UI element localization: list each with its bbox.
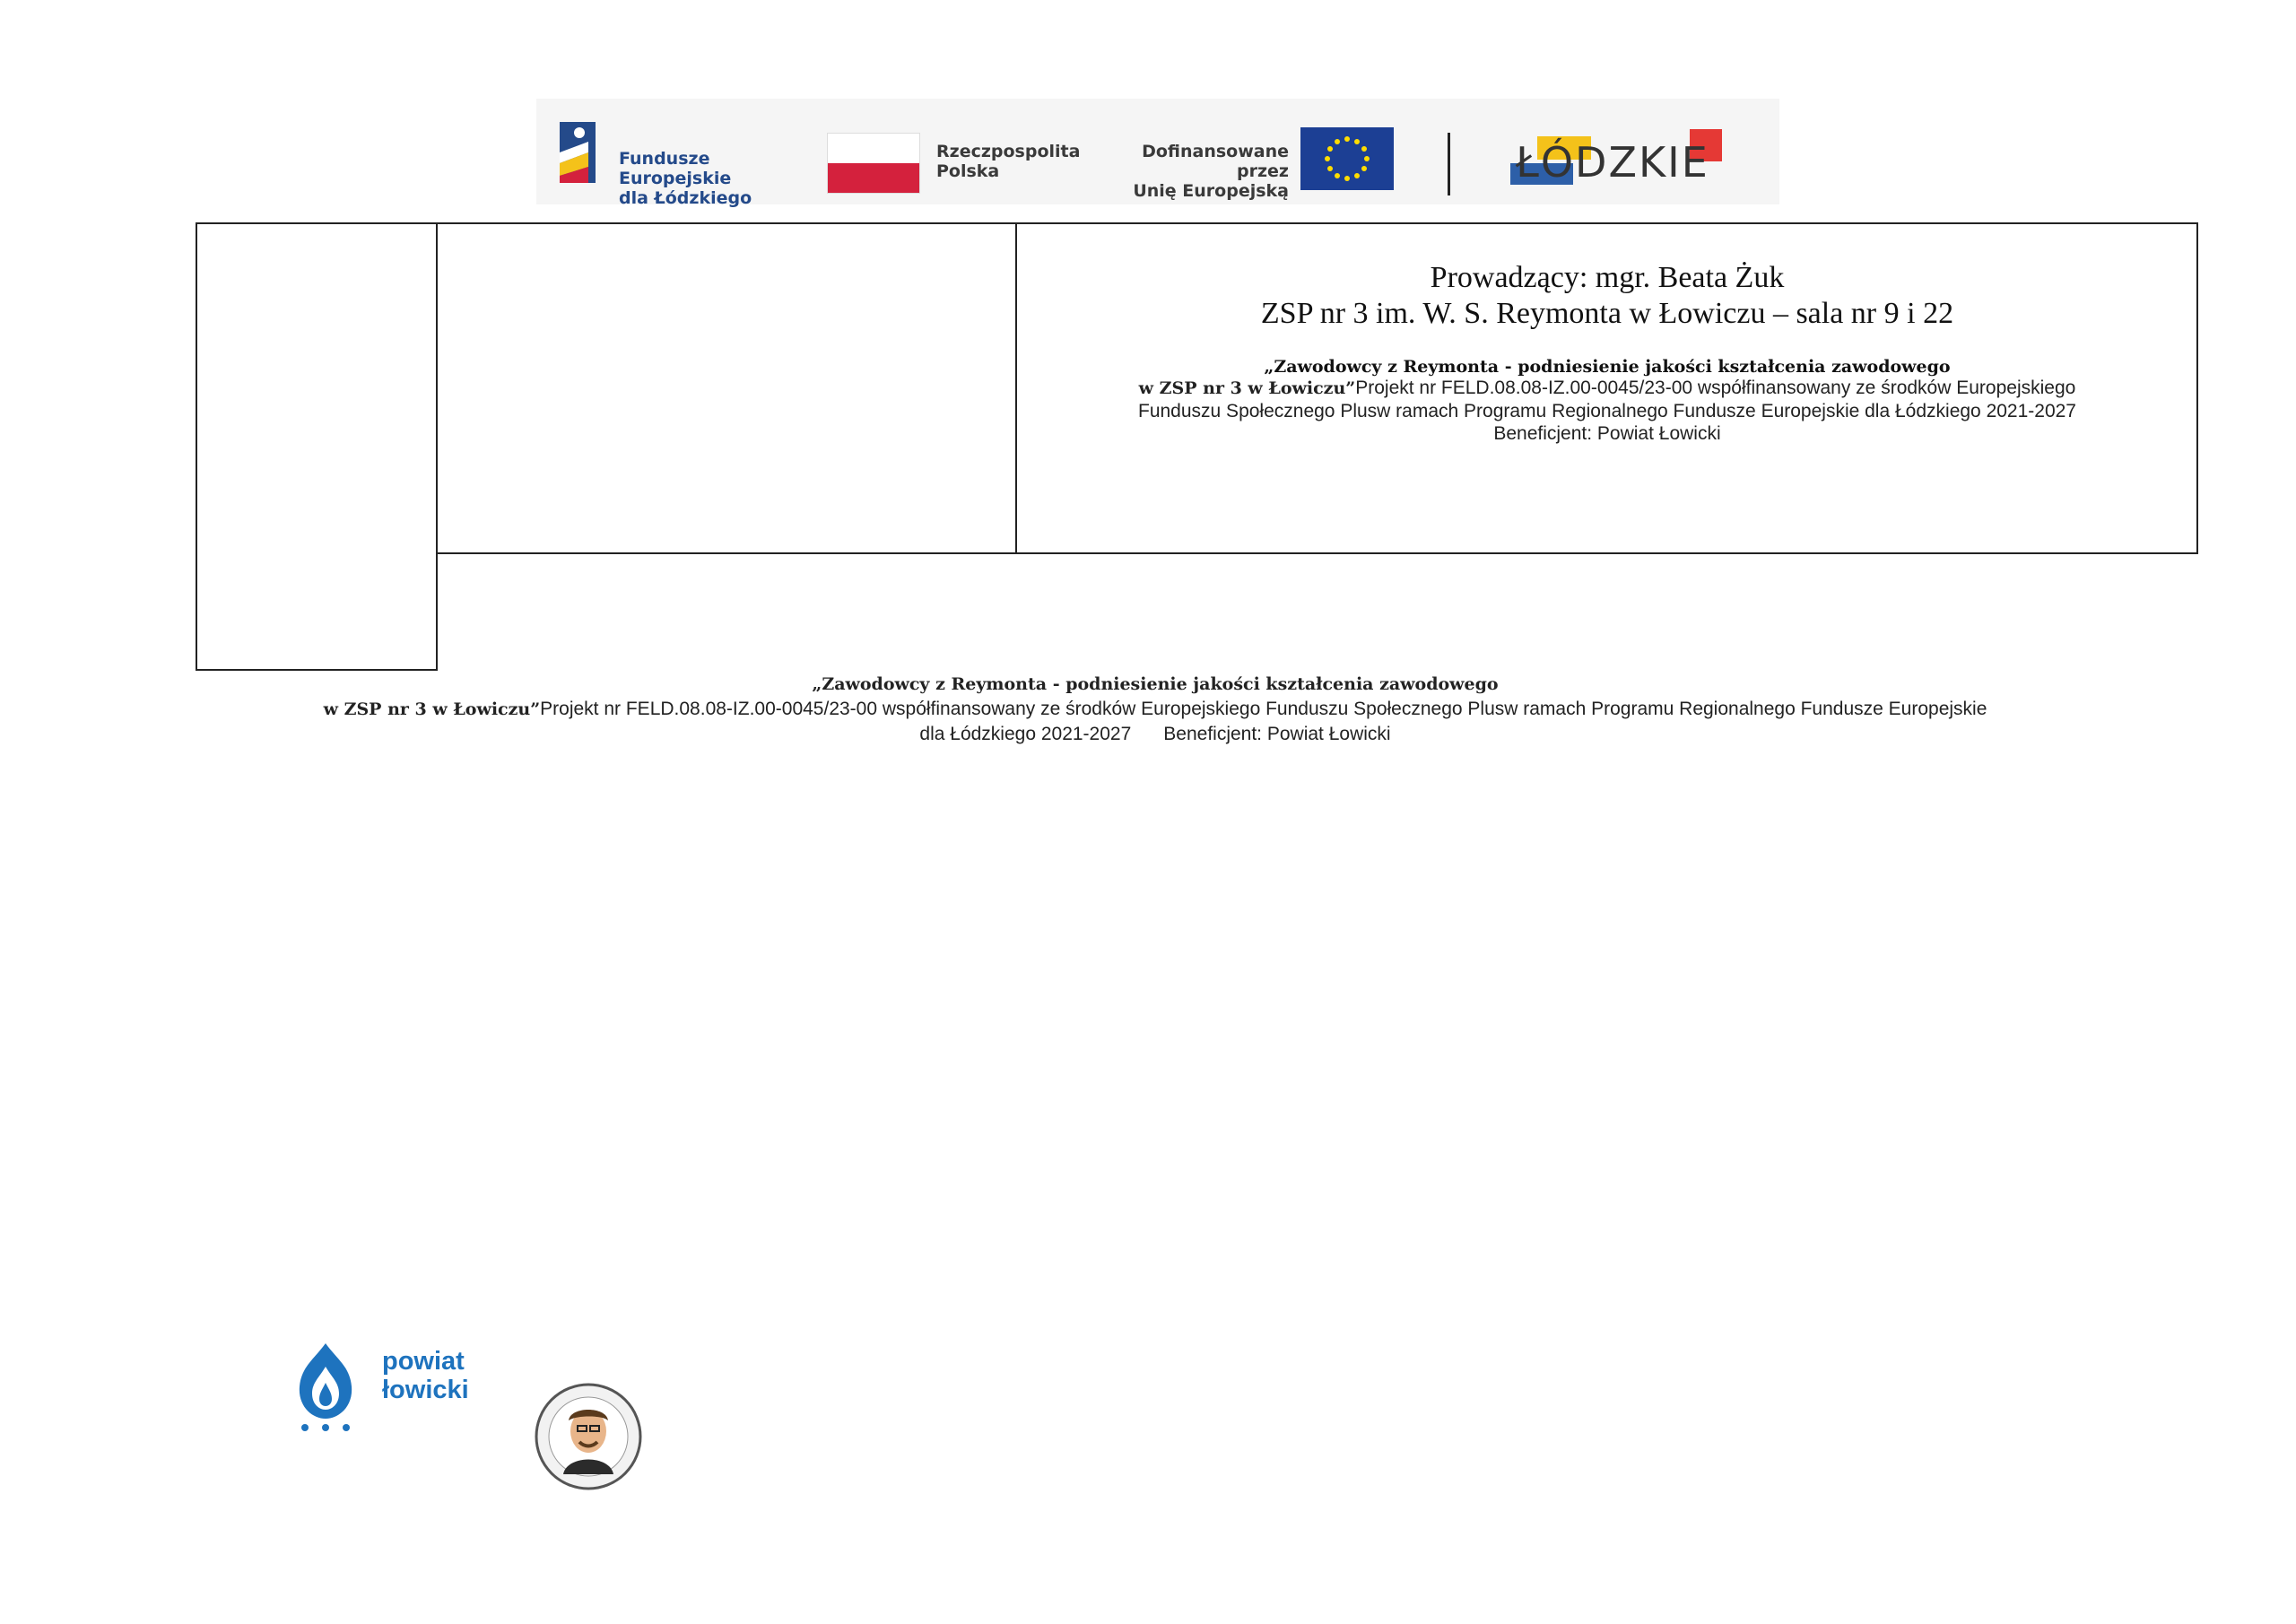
lodzkie-text: ŁÓDZKIE <box>1516 138 1709 187</box>
table-border-top <box>196 222 2198 224</box>
footer-desc-2: dla Łódzkiego 2021-2027 <box>919 724 1132 744</box>
powiat-lowicki-logo <box>292 1340 469 1437</box>
polish-flag-icon <box>827 133 920 194</box>
reymont-portrait-icon <box>533 1381 644 1492</box>
eu-flag-icon <box>1300 127 1394 190</box>
project-beneficiary: Beneficjent: Powiat Łowicki <box>1493 423 1721 444</box>
powiat-flame-icon <box>292 1340 359 1433</box>
info-cell <box>1015 260 2199 445</box>
project-desc-text-1: Projekt nr FELD.08.08-IZ.00-0045/23-00 współfinansowany ze środków Europejskiego <box>1355 378 2076 398</box>
lodzkie-logo <box>1510 127 1744 190</box>
fe-text-line-1: Fundusze Europejskie <box>619 149 732 188</box>
teacher-name: Prowadzący: mgr. Beata Żuk <box>1430 261 1785 294</box>
footer-title-line-1: „Zawodowcy z Reymonta - podniesienie jakości kształcenia zawodowego <box>812 674 1499 694</box>
table-row-divider <box>436 552 2198 554</box>
rp-text-line-2: Polska <box>936 161 1000 181</box>
logo-separator <box>1448 133 1450 195</box>
fundusze-europejskie-text <box>619 149 796 208</box>
fe-text-line-2: dla Łódzkiego <box>619 188 752 208</box>
table-divider-1 <box>436 222 438 671</box>
dofinansowane-text <box>1105 142 1289 201</box>
project-desc-line-1 <box>1015 377 2199 400</box>
project-title-line-1: „Zawodowcy z Reymonta - podniesienie jakości kształcenia zawodowego <box>1264 357 1951 377</box>
eu-funding-logo-strip <box>536 99 1779 208</box>
fundusze-europejskie-logo <box>552 117 796 208</box>
footer-title-line-2: w ZSP nr 3 w Łowiczu” <box>323 699 541 719</box>
powiat-text-line-1: powiat <box>382 1347 465 1376</box>
rp-text-line-1: Rzeczpospolita <box>936 142 1081 161</box>
dof-text-line-2: Unię Europejską <box>1133 181 1289 201</box>
project-description <box>1015 377 2199 445</box>
footer-line-2 <box>196 697 2115 722</box>
table-border-left <box>196 222 197 671</box>
footer-desc-1: Projekt nr FELD.08.08-IZ.00-0045/23-00 współfinansowany ze środków Europejskiego Funduszu Społecznego Plusw ramach Programu Regionalnego Fundusze Europejskie <box>540 699 1987 719</box>
fundusze-europejskie-icon <box>552 117 606 188</box>
table-border-bottom-left <box>196 669 438 671</box>
school-room: ZSP nr 3 im. W. S. Reymonta w Łowiczu – sala nr 9 i 22 <box>1260 297 1954 330</box>
project-title-line-2: w ZSP nr 3 w Łowiczu” <box>1138 378 1356 398</box>
project-footer <box>196 673 2115 746</box>
footer-line-3 <box>196 722 2115 746</box>
footer-beneficiary: Beneficjent: Powiat Łowicki <box>1163 724 1391 744</box>
rzeczpospolita-polska-text <box>936 142 1080 181</box>
powiat-lowicki-text <box>382 1347 469 1404</box>
school-emblem-logo <box>533 1381 644 1497</box>
dof-text-line-1: Dofinansowane przez <box>1142 142 1289 181</box>
powiat-text-line-2: łowicki <box>382 1376 469 1404</box>
project-desc-line-2: Funduszu Społecznego Plusw ramach Programu Regionalnego Fundusze Europejskie dla Łódzkiego 2021-2027 <box>1138 401 2076 421</box>
